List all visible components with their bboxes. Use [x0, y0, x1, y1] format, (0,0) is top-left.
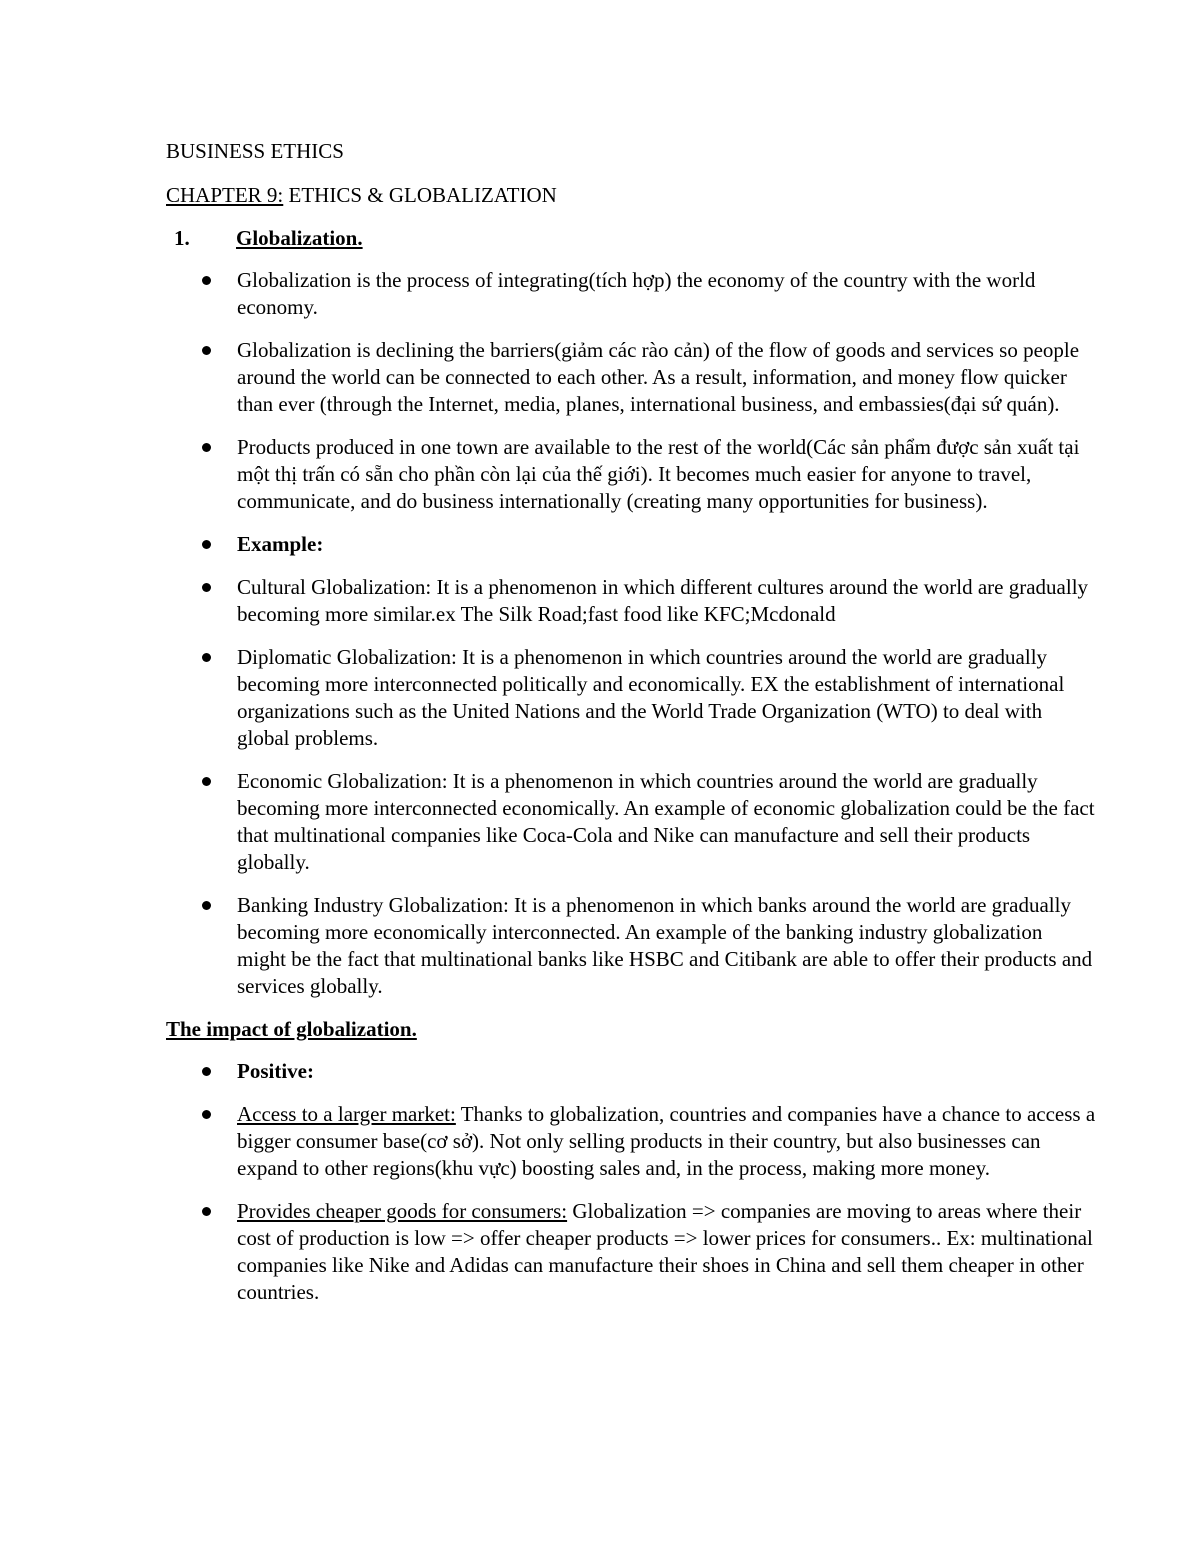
positive-text: Globalization => companies are moving to areas where their cost of production is low => offer cheaper products => lower prices for consumers.. Ex: multinational companies like Nike and Adidas can manufacture their shoes in China and sell them cheaper in other countries. — [237, 1199, 1093, 1304]
globalization-bullets — [166, 267, 1096, 1000]
list-item — [166, 1058, 1096, 1085]
list-item-text: Diplomatic Globalization: It is a phenomenon in which countries around the world are gradually becoming more interconnected politically and economically. EX the establishment of international organizations such as the United Nations and the World Trade Organization (WTO) to deal with global problems. — [237, 645, 1065, 750]
list-item — [166, 1101, 1096, 1182]
impact-heading: The impact of globalization. — [166, 1017, 417, 1041]
chapter-heading — [166, 182, 1096, 209]
list-item — [166, 644, 1096, 752]
list-item-text: Cultural Globalization: It is a phenomenon in which different cultures around the world are gradually becoming more similar.ex The Silk Road;fast food like KFC;Mcdonald — [237, 575, 1089, 626]
bullet-dot-icon — [202, 653, 211, 662]
list-item — [166, 267, 1096, 321]
section-number: 1. — [174, 226, 190, 250]
positive-label: Positive: — [237, 1059, 314, 1083]
bullet-dot-icon — [202, 1207, 211, 1216]
positive-term: Provides cheaper goods for consumers: — [237, 1199, 568, 1223]
bullet-dot-icon — [202, 276, 211, 285]
list-item-text: Banking Industry Globalization: It is a phenomenon in which banks around the world are gradually becoming more economically interconnected. An example of the banking industry globalization might be the fact that multinational banks like HSBC and Citibank are able to offer their products and services globally. — [237, 893, 1093, 998]
bullet-dot-icon — [202, 1067, 211, 1076]
bullet-dot-icon — [202, 901, 211, 910]
list-item — [166, 574, 1096, 628]
bullet-dot-icon — [202, 1110, 211, 1119]
bullet-dot-icon — [202, 777, 211, 786]
bullet-dot-icon — [202, 583, 211, 592]
chapter-title: ETHICS & GLOBALIZATION — [283, 183, 557, 207]
list-item — [166, 531, 1096, 558]
impact-bullets — [166, 1058, 1096, 1306]
bullet-dot-icon — [202, 346, 211, 355]
list-item-text: Economic Globalization: It is a phenomenon in which countries around the world are gradually becoming more interconnected economically. An example of economic globalization could be the fact that multinational companies like Coca-Cola and Nike can manufacture and sell their products globally. — [237, 769, 1095, 874]
document-page — [166, 138, 1096, 1322]
bullet-dot-icon — [202, 540, 211, 549]
positive-text: Thanks to globalization, countries and companies have a chance to access a bigger consumer base(cơ sở). Not only selling products in their country, but also businesses can expand to other regions(khu vực) boosting sales and, in the process, making more money. — [237, 1102, 1096, 1180]
list-item — [166, 768, 1096, 876]
chapter-prefix: CHAPTER 9: — [166, 183, 284, 207]
section-heading-globalization — [166, 225, 1096, 252]
list-item-text: Globalization is declining the barriers(giảm các rào cản) of the flow of goods and services so people around the world can be connected to each other. As a result, information, and money flow quicker than ever (through the Internet, media, planes, international business, and embassies(đại sứ quán). — [237, 338, 1080, 416]
section-label: Globalization. — [236, 226, 363, 250]
list-item-text: Globalization is the process of integrating(tích hợp) the economy of the country with the world economy. — [237, 268, 1036, 319]
list-item — [166, 892, 1096, 1000]
list-item — [166, 1198, 1096, 1306]
bullet-dot-icon — [202, 443, 211, 452]
example-label: Example: — [237, 532, 324, 556]
document-title: BUSINESS ETHICS — [166, 139, 344, 163]
list-item — [166, 337, 1096, 418]
positive-term: Access to a larger market: — [237, 1102, 456, 1126]
list-item-text: Products produced in one town are available to the rest of the world(Các sản phẩm được sản xuất tại một thị trấn có sẵn cho phần còn lại của thế giới). It becomes much easier for anyone to travel, communicate, and do business internationally (creating many opportunities for business). — [237, 435, 1080, 513]
list-item — [166, 434, 1096, 515]
